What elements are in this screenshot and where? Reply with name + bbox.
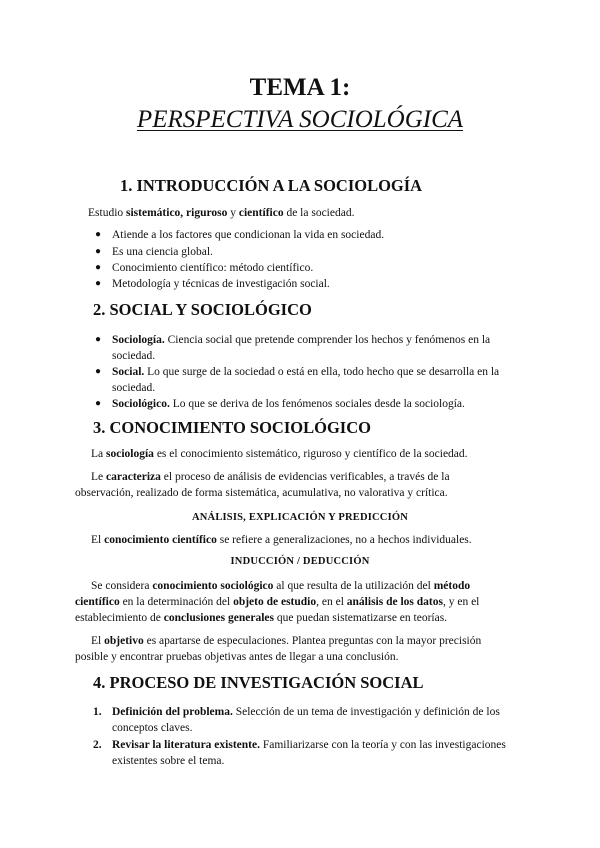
bold-run: método [433, 580, 471, 592]
bold-run: científico [238, 207, 284, 219]
bullet-icon: ● [95, 229, 102, 240]
bullet-icon: ● [95, 278, 102, 289]
text-run: el proceso de análisis de evidencias verificables, a través de la [160, 471, 450, 483]
text-run: El [91, 635, 105, 647]
bold-run: Social. [112, 366, 145, 378]
list-item [112, 396, 512, 412]
text-run: Ciencia social que pretende comprender los hechos y fenómenos en la [164, 334, 491, 346]
text-run: Selección de un tema de investigación y definición de los [232, 706, 500, 718]
text-run: al que resulta de la utilización del [273, 580, 434, 592]
text-run: que puedan sistematizarse en teorías. [273, 612, 448, 624]
paragraph-line [75, 594, 479, 610]
document-title: TEMA 1: [249, 74, 351, 101]
list-item [112, 332, 512, 364]
text-run: y [227, 207, 239, 219]
bold-run: conocimiento sociológico [152, 580, 274, 592]
text-run: sociedad. [112, 382, 156, 394]
bullet-icon: ● [95, 262, 102, 273]
text-run: , y en el [442, 596, 480, 608]
list-item: Metodología y técnicas de investigación social. [112, 278, 330, 290]
bold-run: objeto de estudio [233, 596, 317, 608]
bold-run: análisis de los datos [346, 596, 443, 608]
bold-run: Definición del problema. [112, 706, 233, 718]
centered-subheading: INDUCCIÓN / DEDUCCIÓN [230, 556, 370, 567]
bold-run: Sociología. [112, 334, 165, 346]
text-run: es el conocimiento sistemático, riguroso y científico de la sociedad. [153, 448, 468, 460]
text-run: Lo que surge de la sociedad o está en ella, todo hecho que se desarrolla en la [144, 366, 500, 378]
list-item: Atiende a los factores que condicionan la vida en sociedad. [112, 229, 385, 241]
bold-run: caracteriza [106, 471, 161, 483]
text-run: en la determinación del [119, 596, 234, 608]
text-run: Le [91, 471, 107, 483]
bold-run: conclusiones generales [163, 612, 274, 624]
text-run: se refiere a generalizaciones, no a hechos individuales. [216, 534, 472, 546]
text-run: Se considera [91, 580, 153, 592]
bold-run: sistemático, riguroso [126, 207, 228, 219]
bullet-icon: ● [95, 334, 102, 345]
text-run: es apartarse de especulaciones. Plantea preguntas con la mayor precisión [143, 635, 482, 647]
section-2-heading: 2. SOCIAL Y SOCIOLÓGICO [93, 300, 312, 319]
text-run: El [91, 534, 105, 546]
list-item: Conocimiento científico: método científico. [112, 262, 314, 274]
paragraph-line [91, 469, 450, 485]
text-run: conceptos claves. [112, 722, 193, 734]
bold-run: Revisar la literatura existente. [112, 739, 260, 751]
text-run: existentes sobre el tema. [112, 755, 225, 767]
paragraph [91, 446, 468, 462]
bullet-icon: ● [95, 246, 102, 257]
text-run: establecimiento de [75, 612, 164, 624]
bullet-icon: ● [95, 398, 102, 409]
list-item: Es una ciencia global. [112, 246, 213, 258]
list-item [112, 364, 512, 396]
text-run: Familiarizarse con la teoría y con las investigaciones [259, 739, 506, 751]
section-1-heading: 1. INTRODUCCIÓN A LA SOCIOLOGÍA [120, 176, 423, 195]
section-4-heading: 4. PROCESO DE INVESTIGACIÓN SOCIAL [93, 673, 424, 692]
section-3-heading: 3. CONOCIMIENTO SOCIOLÓGICO [93, 418, 371, 437]
paragraph-line: observación, realizado de forma sistemática, acumulativa, no valorativa y crítica. [75, 487, 448, 499]
list-number: 1. [93, 706, 102, 718]
list-item [112, 704, 512, 736]
text-run: , en el [316, 596, 347, 608]
text-run: sociedad. [112, 350, 156, 362]
text-run: de la sociedad. [283, 207, 355, 219]
list-item [112, 737, 512, 769]
bold-run: sociología [106, 448, 154, 460]
paragraph-line [91, 633, 481, 649]
section-1-intro [88, 205, 354, 221]
bold-run: conocimiento científico [104, 534, 217, 546]
bold-run: científico [75, 596, 120, 608]
paragraph-line: posible y encontrar pruebas objetivas antes de llegar a una conclusión. [75, 651, 399, 663]
bold-run: Sociológico. [112, 398, 170, 410]
paragraph-line [75, 610, 447, 626]
list-number: 2. [93, 739, 102, 751]
text-run: Estudio [88, 207, 127, 219]
text-run: La [91, 448, 107, 460]
centered-subheading: ANÁLISIS, EXPLICACIÓN Y PREDICCIÓN [191, 512, 409, 523]
document-subtitle: PERSPECTIVA SOCIOLÓGICA [136, 106, 464, 133]
bullet-icon: ● [95, 366, 102, 377]
bold-run: objetivo [104, 635, 144, 647]
paragraph-line [91, 578, 470, 594]
paragraph [91, 532, 472, 548]
text-run: Lo que se deriva de los fenómenos sociales desde la sociología. [169, 398, 465, 410]
